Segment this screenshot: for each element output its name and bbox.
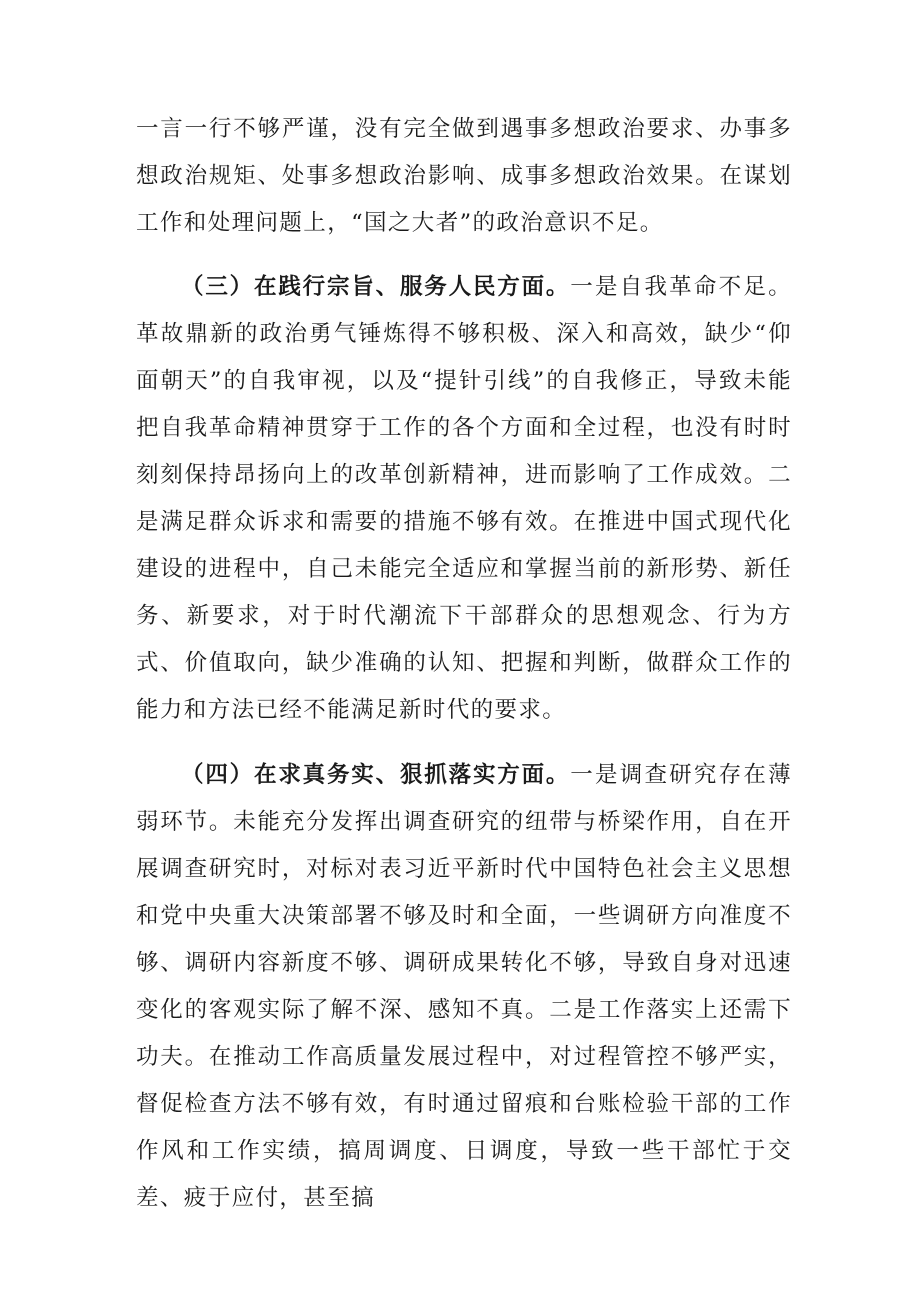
section-three-body: 一是自我革命不足。革故鼎新的政治勇气锤炼得不够积极、深入和高效，缺少“仰面朝天”的自我审视，以及“提针引线”的自我修正，导致未能把自我革命精神贯穿于工作的各个方面和全过程，也没有时时刻刻保持昂扬向上的改革创新精神，进而影响了工作成效。二是满足群众诉求和需要的措施不够有效。在推进中国式现代化建设的进程中，自己未能完全适应和掌握当前的新形势、新任务、新要求，对于时代潮流下干部群众的思想观念、行为方式、价值取向，缺少准确的认知、把握和判断，做群众工作的能力和方法已经不能满足新时代的要求。 <box>136 274 792 723</box>
section-four-text <box>136 752 792 1222</box>
section-three-heading: （三）在践行宗旨、服务人民方面。 <box>181 274 571 300</box>
continuation-text: 一言一行不够严谨，没有完全做到遇事多想政治要求、办事多想政治规矩、处事多想政治影响、成事多想政治效果。在谋划工作和处理问题上，“国之大者”的政治意识不足。 <box>136 116 792 236</box>
section-four-body: 一是调查研究存在薄弱环节。未能充分发挥出调查研究的纽带与桥梁作用，自在开展调查研究时，对标对表习近平新时代中国特色社会主义思想和党中央重大决策部署不够及时和全面，一些调研方向准度不够、调研内容新度不够、调研成果转化不够，导致自身对迅速变化的客观实际了解不深、感知不真。二是工作落实上还需下功夫。在推动工作高质量发展过程中，对过程管控不够严实，督促检查方法不够有效，有时通过留痕和台账检验干部的工作作风和工作实绩，搞周调度、日调度，导致一些干部忙于交差、疲于应付，甚至搞 <box>136 762 792 1211</box>
section-three-paragraph <box>136 264 792 734</box>
section-four-paragraph <box>136 752 792 1222</box>
continuation-paragraph <box>136 106 792 247</box>
section-three-text <box>136 264 792 734</box>
section-four-heading: （四）在求真务实、狠抓落实方面。 <box>181 762 571 788</box>
